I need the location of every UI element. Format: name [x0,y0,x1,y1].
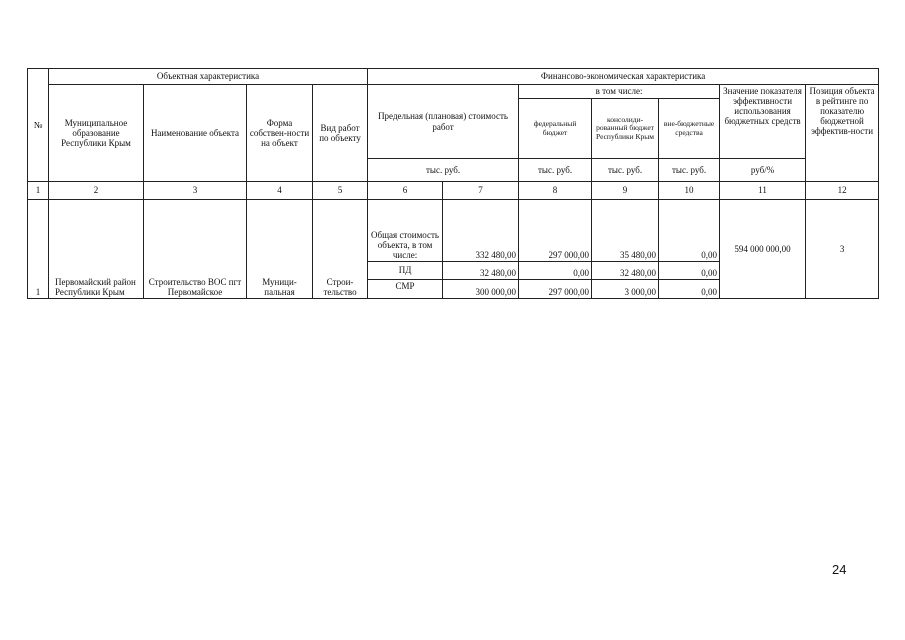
unit-efficiency: руб/% [720,159,806,182]
header-including: в том числе: [519,85,720,99]
header-efficiency-value: Значение показателя эффективности использования бюджетных средств [720,85,806,159]
table-row [28,200,879,262]
column-number: 4 [247,182,313,200]
sub-row-extrabudget: 0,00 [659,280,720,299]
column-number: 9 [592,182,659,200]
sub-row-extrabudget: 0,00 [659,200,720,262]
header-work-type: Вид работ по объекту [313,85,368,182]
header-object-group: Объектная характеристика [49,69,368,85]
rating-table [27,68,879,299]
column-number: 5 [313,182,368,200]
column-number: 11 [720,182,806,200]
sub-row-label: Общая стоимость объекта, в том числе: [368,200,443,262]
header-ownership: Форма собствен-ности на объект [247,85,313,182]
header-finance-group: Финансово-экономическая характеристика [368,69,879,85]
row-num: 1 [28,200,49,299]
sub-row-label: СМР [368,280,443,299]
unit-consolidated: тыс. руб. [592,159,659,182]
sub-row-total: 300 000,00 [443,280,519,299]
header-rating-position: Позиция объекта в рейтинге по показателю бюджетной эффектив-ности [806,85,879,182]
column-number: 3 [144,182,247,200]
header-consolidated-budget: консолиди-рованный бюджет Республики Крым [592,99,659,159]
column-number: 6 [368,182,443,200]
unit-federal: тыс. руб. [519,159,592,182]
column-number: 7 [443,182,519,200]
row-efficiency-value: 594 000 000,00 [720,200,806,299]
header-object-name: Наименование объекта [144,85,247,182]
unit-limit-cost: тыс. руб. [368,159,519,182]
sub-row-label: ПД [368,262,443,280]
page-number: 24 [832,562,847,577]
column-number: 12 [806,182,879,200]
sub-row-extrabudget: 0,00 [659,262,720,280]
header-num: № [28,69,49,182]
sub-row-consolidated: 32 480,00 [592,262,659,280]
header-federal-budget: федеральный бюджет [519,99,592,159]
header-row-including [28,85,879,99]
header-row-groups [28,69,879,85]
sub-row-total: 32 480,00 [443,262,519,280]
header-limit-cost: Предельная (плановая) стоимость работ [368,85,519,159]
sub-row-consolidated: 3 000,00 [592,280,659,299]
row-municipality: Первомайский район Республики Крым [49,200,144,299]
column-number: 8 [519,182,592,200]
header-municipality: Муниципальное образование Республики Крым [49,85,144,182]
column-number: 1 [28,182,49,200]
row-work-type: Строи-тельство [313,200,368,299]
sub-row-federal: 297 000,00 [519,200,592,262]
sub-row-consolidated: 35 480,00 [592,200,659,262]
row-rating-position: 3 [806,200,879,299]
sub-row-federal: 0,00 [519,262,592,280]
row-object-name: Строительство ВОС пгт Первомайское [144,200,247,299]
column-numbers-row [28,182,879,200]
sub-row-federal: 297 000,00 [519,280,592,299]
header-extrabudget: вне-бюджетные средства [659,99,720,159]
row-ownership: Муници-пальная [247,200,313,299]
column-number: 10 [659,182,720,200]
column-number: 2 [49,182,144,200]
sub-row-total: 332 480,00 [443,200,519,262]
unit-extrabudget: тыс. руб. [659,159,720,182]
